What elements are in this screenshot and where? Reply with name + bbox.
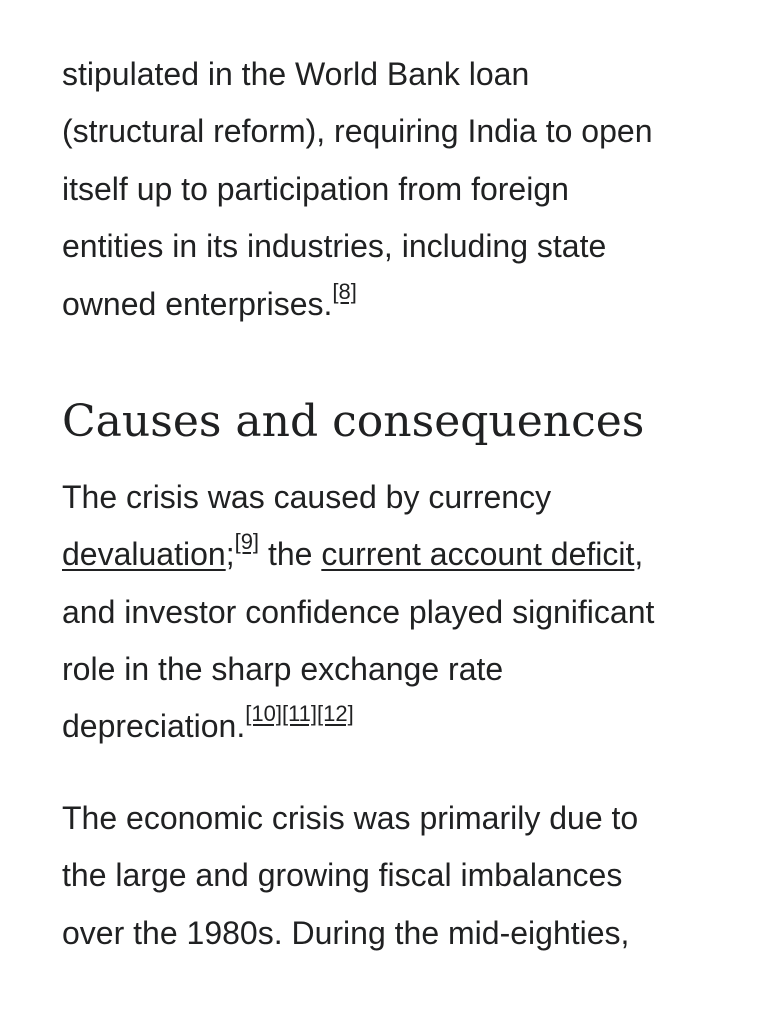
text-line: role in the sharp exchange rate [62, 651, 504, 687]
citation-link-12[interactable]: [12] [317, 701, 354, 727]
current-account-deficit-link[interactable]: current account deficit [321, 536, 635, 572]
text-span: the [259, 536, 322, 572]
text-span: owned enterprises. [62, 286, 333, 322]
text-span: ; [225, 536, 235, 572]
text-line: the large and growing fiscal imbalances [62, 857, 623, 893]
text-line: itself up to participation from foreign [62, 171, 569, 207]
text-line: The economic crisis was primarily due to [62, 800, 639, 836]
text-line [62, 279, 357, 324]
text-span: depreciation. [62, 708, 246, 744]
text-line [62, 529, 644, 574]
citation-link-10[interactable]: [10] [245, 701, 282, 727]
text-line: The crisis was caused by currency [62, 479, 552, 515]
text-span: , [634, 536, 644, 572]
text-line [62, 701, 354, 746]
devaluation-link[interactable]: devaluation [62, 536, 226, 572]
citation-link-8[interactable]: [8] [332, 279, 357, 305]
text-line: stipulated in the World Bank loan [62, 56, 530, 92]
text-line: entities in its industries, including state [62, 228, 607, 264]
text-line: (structural reform), requiring India to open [62, 113, 653, 149]
section-heading: Causes and consequences [62, 396, 645, 447]
text-line: over the 1980s. During the mid-eighties, [62, 915, 630, 951]
text-line: and investor confidence played significant [62, 594, 655, 630]
citation-link-9[interactable]: [9] [234, 529, 260, 555]
citation-link-11[interactable]: [11] [281, 701, 317, 727]
